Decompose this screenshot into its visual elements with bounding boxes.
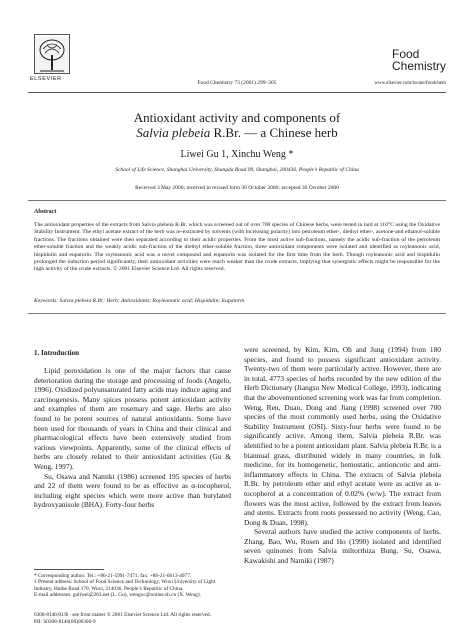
left-paragraph-2: Su, Osawa and Namiki (1986) screened 195 species of herbs and 22 of them were found to be as effective as α-tocopherol, including eight species which were more active than butylated hydroxyanisole (BHA). Forty-four herbs <box>34 471 231 510</box>
abstract-divider-top <box>28 200 446 201</box>
keywords: Keywords: Salvia plebeia R.Br; Herb; Antioxidants; Royleanonic acid; Hispidulin; Eupatorin <box>34 298 245 304</box>
right-paragraph-1: were screened, by Kim, Kim, Oh and Jung (1994) from 180 species, and found to possess significant antioxidant activity. Twenty-two of them were particularly active. However, there are in total, 4773 species of herbs recorded by the new edition of the Herb Dictionary (Jiangsu New Medical College, 1993), indicating that the abovementioned screening work was far from completion. Weng, Ren, Duan, Dong and Jiang (1998) screened over 700 species of the most commonly used herbs, using the Oxidative Stability Instrument (OSI). Sixty-four herbs were found to be significantly active. Among them, Salvia plebeia R.Br. was identified to be a potent antioxidant plant. Salvia plebeia R.Br. is a biannual grass, distributed widely in many countries, in folk medicine, for its homogenetic, hemostatic, antioncotic and anti-inflammatory effects in China. The extracts of Salvia plebeia R.Br. by petroleum ether and ethyl acetate were as active as α-tocopherol at a concentration of 0.02% (w/w). The extract from flowers was the most active, followed by the extract from leaves and stems. Extracts from roots possessed no activity (Weng, Cao, Dong & Duan, 1998). <box>244 345 441 527</box>
authors: Liwei Gu 1, Xinchu Weng * <box>180 149 294 160</box>
right-paragraph-2: Several authors have studied the active components of herbs. Zhang, Bao, Wu, Rosen and Ho (1990) isolated and identified seven quinones from Salvia miltorrhiza Bung. Su, Osawa, Kawakishi and Namiki (1987) <box>244 527 441 566</box>
journal-name <box>392 48 446 72</box>
abstract-heading: Abstract <box>34 209 57 215</box>
title-species: Salvia plebeia <box>136 125 211 140</box>
journal-name-line1: Food <box>391 47 420 61</box>
footnotes <box>34 573 231 599</box>
received-dates: Received 3 May 2000; received in revised form 30 October 2000; accepted 30 October 2000 <box>135 185 339 191</box>
issn-line: 0308-8146/01/$ - see front matter © 2001 Elsevier Science Ltd. All rights reserved. <box>34 612 212 618</box>
publisher-name: ELSEVIER <box>30 76 62 82</box>
pii-line: PII: S0308-8146(00)00300-9 <box>34 618 96 625</box>
header-divider <box>28 92 446 93</box>
title-line1: Antioxidant activity and components of <box>133 110 341 125</box>
footnote-present-address: 1 Present address: School of Food Science and Technology, Wuxi University of Light Industry, Huihe Road 170, Wuxi, 214036, People’s Republic of China. <box>34 579 216 592</box>
left-column <box>34 366 231 510</box>
title-line2 <box>0 125 474 140</box>
title-rest: R.Br. — a Chinese herb <box>210 125 338 140</box>
left-paragraph-1: Lipid peroxidation is one of the major factors that cause deterioration during the storage and processing of foods (Angelo, 1996). Oxidized polyunsaturated fatty acids may induce aging and carcinogenesis. Many spices possess potent antioxidant activity and examples of them are rosemary and sage. Herbs are also found to be potent sources of natural antioxidants. Some have been used for thousands of years in China and their clinical and pharmacological effects have been extensively studied from various viewpoints. Apparently, some of the clinical effects of herbs are closely related to their antioxidant activities (Gu & Weng, 1997). <box>34 366 231 471</box>
section-heading: 1. Introduction <box>34 349 79 357</box>
footnote-email: E-mail addresses: guliwei@263.net (L. Gu), wengxc@online.sh.cn (X. Weng). <box>34 592 201 599</box>
journal-reference: Food Chemistry 73 (2001) 299–305 <box>197 80 277 86</box>
journal-name-line2: Chemistry <box>391 59 446 73</box>
right-column <box>244 345 441 566</box>
footnote-divider <box>34 569 104 570</box>
journal-url[interactable]: www.elsevier.com/locate/foodchem <box>374 81 446 86</box>
elsevier-logo <box>34 34 70 74</box>
tree-emblem-icon <box>35 37 69 73</box>
article-title <box>0 110 474 140</box>
abstract-divider-bottom <box>28 313 446 314</box>
bottom-matter <box>34 612 211 625</box>
affiliation: School of Life Science, Shanghai University, Shangda Road 99, Shanghai, 200436, People’s Republic of China <box>115 167 359 173</box>
abstract-text: The antioxidant properties of the extracts from Salvia plebeia R.Br. which was screened out of over 700 species of Chinese herbs, were tested in lard at 110°C using the Oxidative Stability Instrument. The ethyl acetate extract of the herb was re-extracted by solvents (with increasing polarity) into petroleum ether-, diethyl ether-, acetone-and ethanol-soluble fractions. The fractions obtained were then separated according to their acidic properties. From the most active sub-fractions, namely the acidic sub-fraction of the petroleum ether-soluble fraction and the weakly acidic sub-fraction of the diethyl ether-soluble fraction, three antioxidant components were isolated and identified as royleanonic acid, hispidulin and eupatorin. The royleanonic acid was a novel compound and eupatorin was isolated for the first time from the herb. Though royleanonic acid and hispidulin prolonged the induction period significantly, their antioxidant activities were much weaker than the crude extracts, implying that synergistic effects might be responsible for the high activity of the crude extracts. © 2001 Elsevier Science Ltd. All rights reserved. <box>34 222 440 273</box>
footnote-corresponding: * Corresponding author. Tel.: +86-21-5991-7471; fax: +86-21-6613-4077. <box>34 573 192 579</box>
